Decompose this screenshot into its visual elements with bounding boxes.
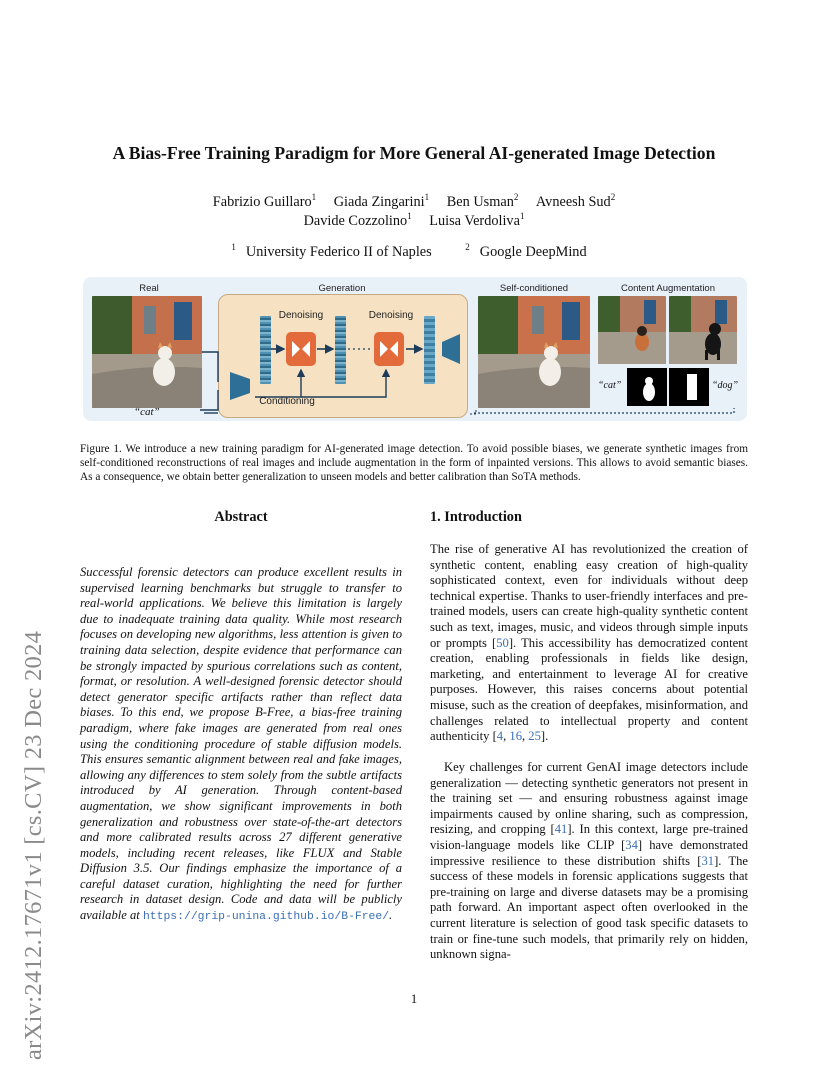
author: Avneesh Sud$^2$ [535, 192, 616, 210]
self-conditioned-image [478, 296, 590, 408]
label-content-augmentation: Content Augmentation [620, 283, 715, 294]
affiliation: $^2$ Google DeepMind [465, 242, 587, 260]
mask-cat [627, 368, 667, 406]
authors-line-1 [0, 194, 828, 211]
citation-link[interactable]: 50 [496, 635, 509, 650]
mask-label-cat: “cat” [598, 380, 622, 391]
intro-paragraph-2: Key challenges for current GenAI image detectors include generalization — detecting synthetic generators not present in the training set — and ensuring robustness against image impairments caused by online sharing, such as compression, resizing, and cropping [41]. In this context, large pre-trained vision-language models like CLIP [34] have demonstrated impressive resilience to these distribution shifts [31]. The success of these models in forensic applications suggests that pre-training on large and diverse datasets may be a promising path forward. An important aspect often overlooked in the current literature is selection of good task specific datasets to train or fine-tune such models, that primarily rely on hidden, unknown signa- [430, 760, 748, 962]
authors-line-2 [0, 213, 828, 230]
citation-link[interactable]: 34 [625, 837, 638, 852]
decoder-icon [442, 334, 462, 364]
augmented-image-cat [598, 296, 666, 364]
arxiv-stamp: arXiv:2412.17671v1 [cs.CV] 23 Dec 2024 [20, 630, 47, 1060]
abstract-text: Successful forensic detectors can produce excellent results in supervised learning benchmarks but struggle to transfer to real-world applications. We believe this limitation is largely due to inadequate training data quality. While most research focuses on developing new algorithms, less attention is given to training data selection, despite evidence that performance can be strongly impacted by spurious correlations such as content, format, or resolution. A well-designed forensic detector should detect generator specific artifacts rather than reflect data biases. To this end, we propose B-Free, a bias-free training paradigm, where fake images are generated from real ones using the conditioning procedure of stable diffusion models. This ensures semantic alignment between real and fake images, allowing any differences to stem solely from the subtle artifacts introduced by AI generation. Through content-based augmentation, we show significant improvements in both generalization and robustness over state-of-the-art detectors and more calibrated results across 27 different generative models, including recent releases, like FLUX and Stable Diffusion 3.5. Our findings emphasize the importance of a careful dataset curation, highlighting the need for further research in dataset design. Code and data will be publicly available at https://grip-unina.github.io/B-Free/. [80, 565, 402, 924]
author: Fabrizio Guillaro$^1$ [212, 192, 317, 210]
intro-paragraph-1: The rise of generative AI has revolutionized the creation of synthetic content, enabling easy creation of high-quality sophisticated context, even for individuals without deep technical expertise. Thanks to user-friendly interfaces and pre-trained models, users can create high-quality synthetic content such as text, images, music, and videos through simple inputs or prompts [50]. This accessibility has democratized content creation, enabling professionals in fields like design, marketing, and entertainment to leverage AI for creative purposes. However, this raises concerns about potential misuse, such as the creation of deepfakes, misinformation, and challenges related to intellectual property and content authenticity [4, 16, 25]. [430, 542, 748, 744]
label-self-conditioned: Self-conditioned [499, 283, 569, 294]
citation-link[interactable]: 31 [701, 853, 715, 868]
abstract-heading: Abstract [214, 509, 268, 525]
affiliations [0, 244, 828, 261]
page-number: 1 [410, 992, 418, 1006]
prompt-cat: “cat” [134, 406, 160, 418]
citation-link[interactable]: 41 [554, 822, 568, 837]
label-generation: Generation [318, 283, 366, 294]
real-image [92, 296, 202, 408]
author: Davide Cozzolino$^1$ [303, 211, 412, 229]
author: Ben Usman$^2$ [446, 192, 519, 210]
affiliation: $^1$ University Federico II of Naples [231, 242, 432, 260]
code-link[interactable]: https://grip-unina.github.io/B-Free/ [142, 911, 390, 924]
introduction-heading: 1. Introduction [430, 509, 522, 525]
author: Luisa Verdoliva$^1$ [429, 211, 525, 229]
paper-title: A Bias-Free Training Paradigm for More General AI-generated Image Detection [112, 143, 716, 163]
mask-dog [669, 368, 709, 406]
label-denoising-2: Denoising [368, 310, 414, 321]
dotted-connection [204, 408, 744, 418]
mask-label-dog: “dog” [712, 380, 739, 391]
citation-link[interactable]: 4 [496, 729, 504, 744]
citation-link[interactable]: 25 [528, 729, 541, 744]
label-conditioning: Conditioning [259, 396, 315, 407]
figure-caption: Figure 1. We introduce a new training paradigm for AI-generated image detection. To avoid possible biases, we generate synthetic images from self-conditioned reconstructions of real images and include augmentation in the form of inpainted versions. This allows to avoid semantic biases. As a consequence, we obtain better generalization to unseen models and better calibration than SoTA methods. [80, 443, 748, 484]
citation-link[interactable]: 16 [509, 729, 522, 744]
author: Giada Zingarini$^1$ [333, 192, 430, 210]
label-real: Real [139, 283, 159, 294]
augmented-image-dog [669, 296, 737, 364]
label-denoising-1: Denoising [278, 310, 324, 321]
